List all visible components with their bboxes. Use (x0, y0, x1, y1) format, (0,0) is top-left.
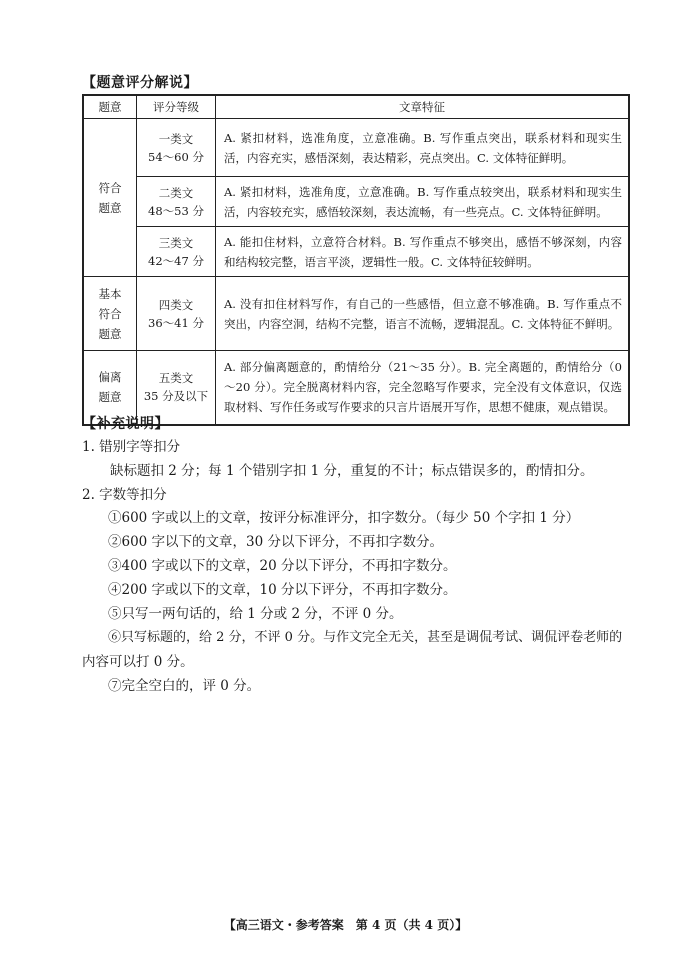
length-rule-3: ③400 字或以下的文章，20 分以下评分，不再扣字数分。 (108, 558, 457, 574)
length-rule-2: ②600 字以下的文章，30 分以下评分，不再扣字数分。 (108, 534, 444, 550)
length-rule-4: ④200 字或以下的文章，10 分以下评分，不再扣字数分。 (108, 582, 457, 598)
length-rule-6-cont: 内容可以打 0 分。 (82, 654, 194, 670)
length-rule-5: ⑤只写一两句话的，给 1 分或 2 分，不评 0 分。 (108, 606, 403, 622)
heading-length-deduction: 2. 字数等扣分 (82, 487, 167, 503)
level-name: 二类文 (158, 185, 194, 200)
category-basic-fits (83, 277, 137, 351)
table-row (83, 277, 629, 351)
features-cell: A. 没有扣住材料写作，有自己的一些感悟，但立意不够准确。B. 写作重点不突出，内容空洞，结构不完整，语言不流畅，逻辑混乱。C. 文体特征不鲜明。 (216, 277, 630, 351)
level-cell (137, 177, 216, 227)
table-header-row (83, 95, 629, 119)
level-range: 54～60 分 (148, 149, 204, 164)
length-rule-1: ①600 字或以上的文章，按评分标准评分，扣字数分。（每少 50 个字扣 1 分） (108, 510, 580, 526)
header-level: 评分等级 (137, 95, 216, 119)
grading-table (82, 94, 630, 426)
level-cell (137, 227, 216, 277)
level-cell (137, 119, 216, 177)
table-row (83, 119, 629, 177)
level-name: 一类文 (158, 131, 194, 146)
table-row (83, 227, 629, 277)
level-range: 35 分及以下 (143, 389, 209, 404)
category-label: 偏离 题意 (98, 370, 122, 405)
typo-rule-text: 缺标题扣 2 分；每 1 个错别字扣 1 分，重复的不计；标点错误多的，酌情扣分。 (110, 463, 594, 479)
level-range: 42～47 分 (148, 253, 204, 268)
section-title-supplement: 【补充说明】 (82, 416, 169, 432)
features-cell: A. 部分偏离题意的，酌情给分（21～35 分）。B. 完全离题的，酌情给分（0～20 分）。完全脱离材料内容，完全忽略写作要求，完全没有文体意识，仅选取材料、写作任务或写作要求的只言片语展开写作，思想不健康，观点错误。 (216, 351, 630, 425)
features-cell: A. 紧扣材料，选准角度，立意准确。B. 写作重点突出，联系材料和现实生活，内容充实，感悟深刻，表达精彩，亮点突出。C. 文体特征鲜明。 (216, 119, 630, 177)
features-cell: A. 能扣住材料，立意符合材料。B. 写作重点不够突出，感悟不够深刻，内容和结构较完整，语言平淡，逻辑性一般。C. 文体特征较鲜明。 (216, 227, 630, 277)
page-footer: 【高三语文・参考答案 第 4 页（共 4 页）】 (223, 918, 468, 932)
header-category: 题意 (83, 95, 137, 119)
level-name: 五类文 (158, 371, 194, 386)
length-rule-6: ⑥只写标题的，给 2 分，不评 0 分。与作文完全无关，甚至是调侃考试、调侃评卷老师的 (108, 630, 623, 645)
features-cell: A. 紧扣材料，选准角度，立意准确。B. 写作重点较突出，联系材料和现实生活，内容较充实，感悟较深刻，表达流畅，有一些亮点。C. 文体特征鲜明。 (216, 177, 630, 227)
level-name: 三类文 (158, 235, 194, 250)
category-label: 基本 符合 题意 (98, 286, 122, 341)
length-rule-7: ⑦完全空白的，评 0 分。 (108, 678, 261, 694)
level-name: 四类文 (158, 297, 194, 312)
heading-typo-deduction: 1. 错别字等扣分 (82, 439, 181, 455)
level-range: 48～53 分 (148, 203, 204, 218)
level-range: 36～41 分 (148, 315, 204, 330)
section-title-grading: 【题意评分解说】 (82, 75, 198, 91)
category-fits (83, 119, 137, 277)
level-cell (137, 277, 216, 351)
table-row (83, 177, 629, 227)
category-label: 符合 题意 (98, 180, 122, 215)
header-features: 文章特征 (216, 95, 630, 119)
